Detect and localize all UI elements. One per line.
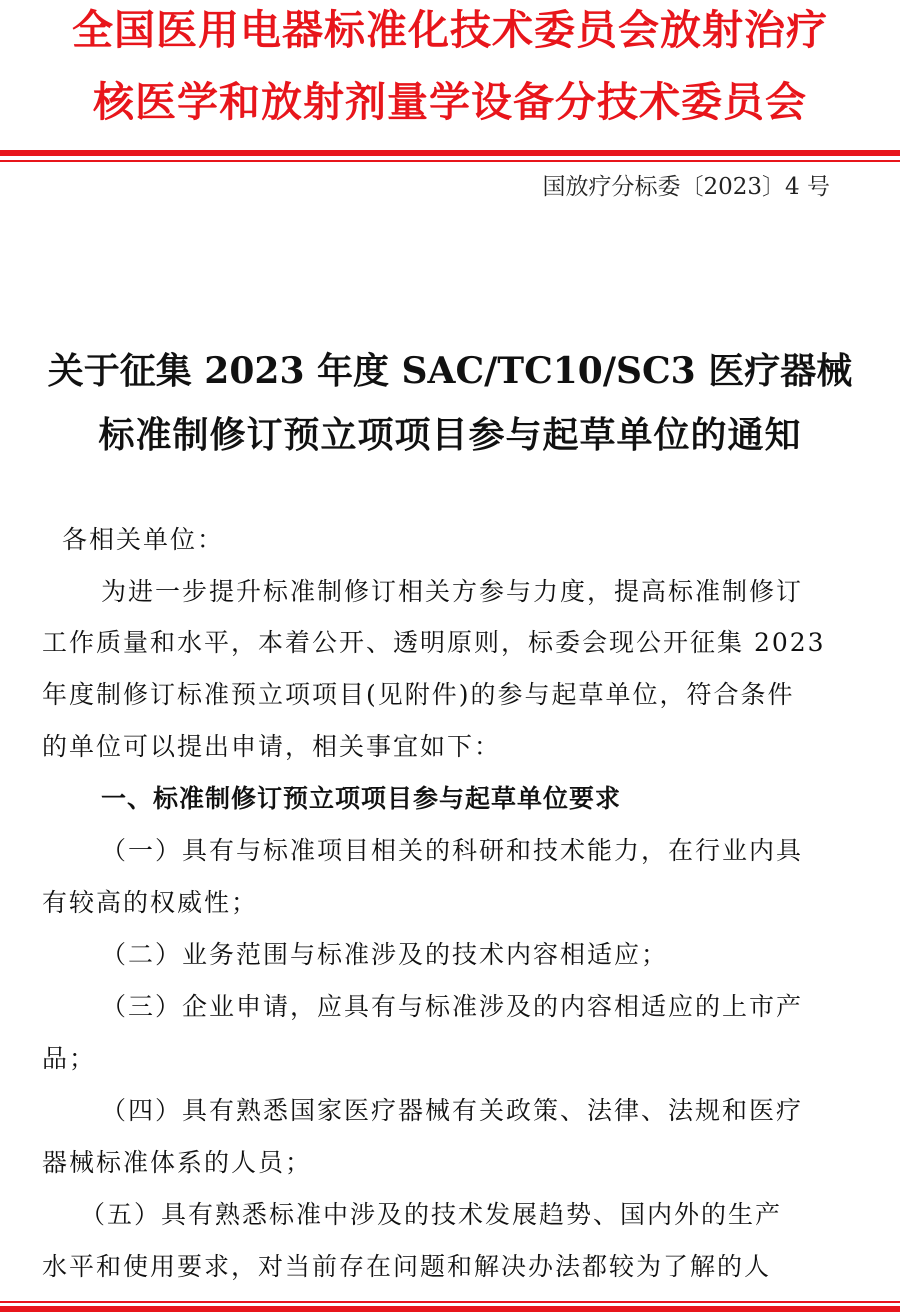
salutation: 各相关单位：	[62, 525, 225, 554]
intro-paragraph-line: 的单位可以提出申请，相关事宜如下：	[42, 732, 502, 761]
intro-paragraph-line: 工作质量和水平，本着公开、透明原则，标委会现公开征集 2023	[42, 628, 826, 657]
requirement-5-line: （五）具有熟悉标准中涉及的技术发展趋势、国内外的生产	[80, 1200, 783, 1229]
header-rule-thin	[0, 160, 900, 162]
header-rule-thick	[0, 150, 900, 156]
notice-title-line-1: 关于征集 2023 年度 SAC/TC10/SC3 医疗器械	[47, 350, 853, 392]
requirement-5-line: 水平和使用要求，对当前存在问题和解决办法都较为了解的人	[42, 1252, 772, 1281]
requirement-3-line: 品；	[42, 1044, 97, 1073]
footer-rule-thin	[0, 1301, 900, 1303]
requirement-1-line: 有较高的权威性；	[42, 888, 259, 917]
document-number: 国放疗分标委〔2023〕4 号	[542, 174, 830, 200]
masthead-line-1: 全国医用电器标准化技术委员会放射治疗	[72, 6, 828, 54]
requirement-2-line: （二）业务范围与标准涉及的技术内容相适应；	[101, 940, 669, 969]
notice-title-line-2: 标准制修订预立项项目参与起草单位的通知	[98, 414, 802, 456]
intro-paragraph-line: 年度制修订标准预立项项目(见附件)的参与起草单位，符合条件	[42, 680, 795, 709]
intro-paragraph-line: 为进一步提升标准制修订相关方参与力度，提高标准制修订	[101, 577, 804, 606]
requirement-1-line: （一）具有与标准项目相关的科研和技术能力，在行业内具	[101, 836, 804, 865]
footer-rule-thick	[0, 1306, 900, 1312]
requirement-4-line: 器械标准体系的人员；	[42, 1148, 313, 1177]
requirement-3-line: （三）企业申请，应具有与标准涉及的内容相适应的上市产	[101, 992, 804, 1021]
masthead-line-2: 核医学和放射剂量学设备分技术委员会	[93, 78, 807, 126]
requirement-4-line: （四）具有熟悉国家医疗器械有关政策、法律、法规和医疗	[101, 1096, 804, 1125]
section-1-heading: 一、标准制修订预立项项目参与起草单位要求	[101, 784, 622, 813]
